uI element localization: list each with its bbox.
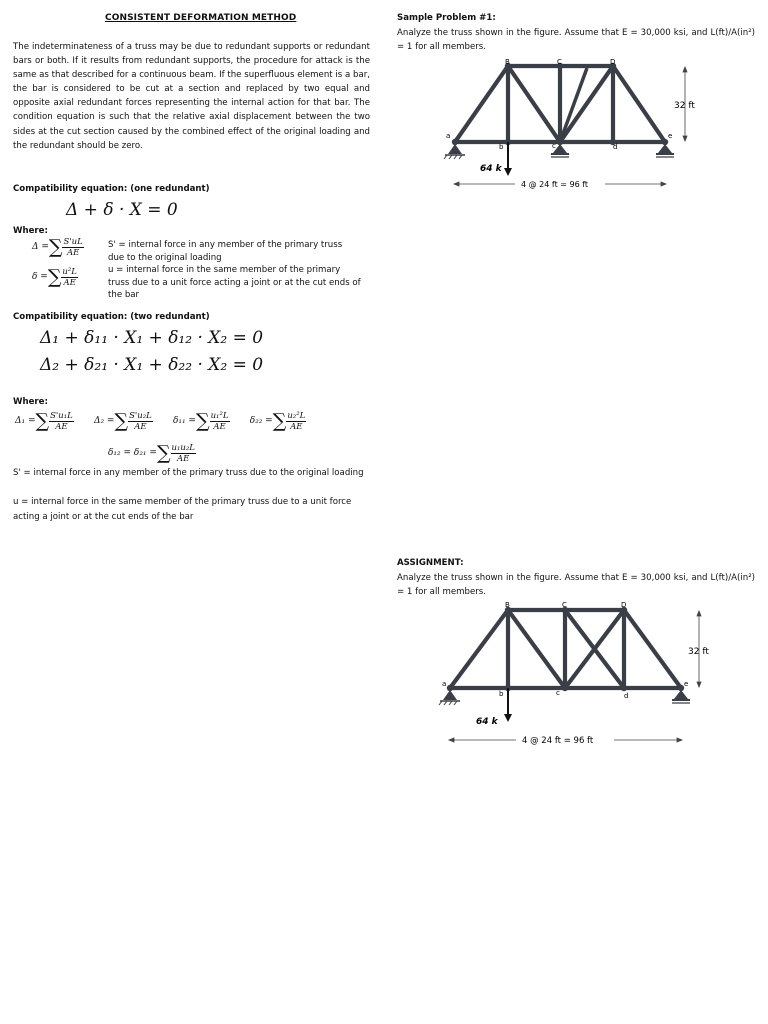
member-aB [450, 610, 508, 688]
node-label-C: C [557, 58, 562, 66]
node-label-d: d [613, 143, 618, 151]
member-Bc [508, 66, 560, 142]
delta12-lhs: δ₁₂ = δ₂₁ = [108, 448, 157, 458]
node-label-c: c [552, 142, 556, 150]
load-label: 64 k [480, 164, 502, 174]
dd-formula [32, 266, 78, 288]
node-label-C: C [562, 601, 567, 609]
pin-support-a [439, 690, 460, 705]
node-label-a: a [442, 680, 447, 688]
def-s: S' = internal force in any member of the primary truss due to the original loading [13, 468, 364, 478]
sample-truss-figure [440, 54, 710, 199]
compat-two-eq-2: Δ₂ + δ₂₁ · X₁ + δ₂₂ · X₂ = 0 [40, 355, 264, 375]
delta12-numerator: u₁u₂L [171, 442, 195, 453]
node-label-b: b [499, 143, 504, 151]
assignment-truss-figure [438, 598, 710, 750]
load-arrow [504, 688, 512, 722]
node-label-b: b [499, 690, 504, 698]
node-label-a: a [446, 132, 451, 140]
member-De [624, 610, 681, 688]
where-label-2: Where: [13, 397, 48, 407]
delta-lhs: Δ = [32, 242, 49, 252]
formula-row [15, 410, 306, 432]
page-title: CONSISTENT DEFORMATION METHOD [105, 13, 297, 23]
delta22-numerator: u₂²L [287, 410, 306, 421]
member-cD-inner [560, 68, 587, 142]
span-label: 4 @ 24 ft = 96 ft [521, 180, 589, 189]
compat-two-eq-1: Δ₁ + δ₁₁ · X₁ + δ₁₂ · X₂ = 0 [40, 328, 264, 348]
sum-symbol: ∑ [195, 410, 210, 432]
delta2-numerator: S'u₂L [129, 410, 152, 421]
node-label-d: d [624, 692, 629, 700]
assignment-title: ASSIGNMENT: [397, 558, 464, 568]
span-label: 4 @ 24 ft = 96 ft [522, 736, 594, 746]
delta1-lhs: Δ₁ = [15, 416, 36, 426]
member-aB [455, 66, 508, 142]
member-De [613, 66, 665, 142]
dd-description: u = internal force in the same member of the primary truss due to a unit force acting a joint or at the cut ends of the bar [108, 265, 361, 300]
delta-description: S' = internal force in any member of the primary truss due to the original loading [108, 240, 343, 263]
node-label-c: c [556, 689, 560, 697]
dd-denominator: AE [63, 277, 76, 288]
def-u: u = internal force in the same member of the primary truss due to a unit force acting a joint or at the cut ends of the bar [13, 497, 352, 522]
height-label: 32 ft [674, 101, 695, 111]
delta-numerator: S'uL [63, 236, 83, 247]
sample-text: Analyze the truss shown in the figure. Assume that E = 30,000 ksi, and L(ft)/A(in²) = 1 for all members. [397, 28, 755, 52]
node-label-e: e [684, 680, 689, 688]
sum-symbol: ∑ [156, 442, 171, 464]
sum-symbol: ∑ [35, 410, 50, 432]
sum-symbol: ∑ [272, 410, 287, 432]
delta12-formula [108, 442, 196, 464]
dd-lhs: δ = [32, 272, 48, 282]
delta2-lhs: Δ₂ = [93, 416, 115, 426]
height-label: 32 ft [688, 647, 709, 657]
node-label-B: B [505, 601, 510, 609]
dd-numerator: u²L [62, 266, 77, 277]
compat-two-heading: Compatibility equation: (two redundant) [13, 312, 210, 322]
delta11-numerator: u₁²L [210, 410, 229, 421]
sum-symbol: ∑ [47, 266, 62, 288]
load-arrow [504, 142, 512, 176]
intro-paragraph: The indeterminateness of a truss may be due to redundant supports or redundant bars or both. If it results from redundant supports, the procedure for attack is the same as that described for a continuous beam. If the superfluous element is a bar, the bar is considered to be cut at a section and replaced by two equal and opposite axial redundant forces representing the internal action for that bar. The condition equation is such that the relative axial displacement between the two sides at the cut section caused by the combined effect of the original loading and the redundant should be zero. [13, 42, 370, 151]
pin-support-a [444, 144, 465, 159]
node-label-D: D [610, 58, 616, 66]
load-label: 64 k [476, 717, 498, 727]
delta1-numerator: S'u₁L [50, 410, 73, 421]
node-label-B: B [505, 58, 510, 66]
where-label-1: Where: [13, 226, 48, 236]
delta2-denominator: AE [134, 421, 147, 432]
sum-symbol: ∑ [48, 236, 63, 258]
delta12-denominator: AE [177, 453, 190, 464]
roller-support-e [656, 144, 674, 157]
member-Bc [508, 610, 565, 688]
delta11-denominator: AE [213, 421, 226, 432]
node-label-e: e [668, 132, 673, 140]
assignment-text: Analyze the truss shown in the figure. Assume that E = 30,000 ksi, and L(ft)/A(in²) = 1 for all members. [397, 573, 755, 597]
delta22-denominator: AE [290, 421, 303, 432]
member-cD [560, 66, 613, 142]
sum-symbol: ∑ [114, 410, 129, 432]
delta-denominator: AE [66, 247, 80, 258]
delta1-denominator: AE [55, 421, 68, 432]
node-label-D: D [621, 601, 627, 609]
sample-title: Sample Problem #1: [397, 13, 496, 23]
compat-one-equation: Δ + δ · X = 0 [66, 200, 178, 220]
roller-support-e [672, 690, 690, 703]
delta-formula [32, 236, 84, 258]
delta11-lhs: δ₁₁ = [172, 416, 196, 426]
delta22-lhs: δ₂₂ = [249, 416, 273, 426]
compat-one-heading: Compatibility equation: (one redundant) [13, 184, 210, 194]
